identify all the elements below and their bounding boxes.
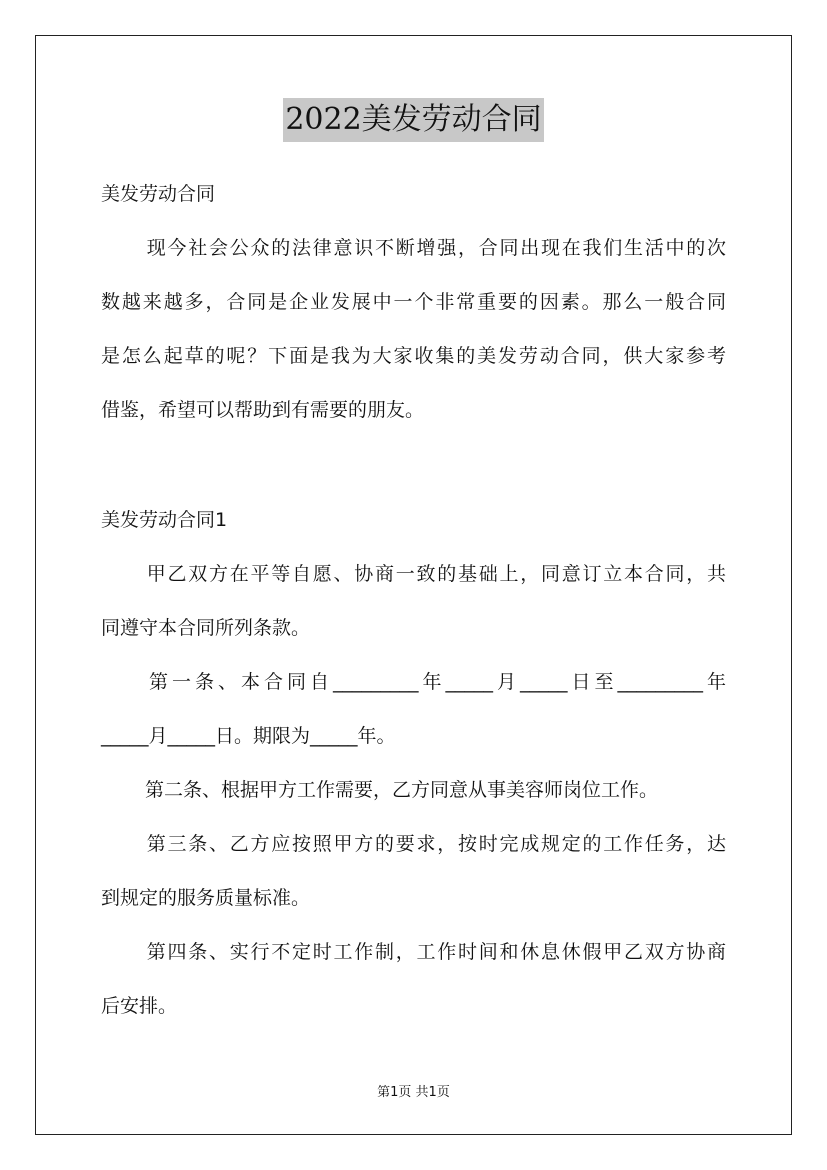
paragraph-line: 第四条、实行不定时工作制，工作时间和休息休假甲乙双方协商 (145, 941, 726, 963)
paragraph-line: 到规定的服务质量标准。 (101, 887, 311, 909)
section-heading: 美发劳动合同 (101, 183, 216, 205)
document-title: 2022美发劳动合同 (283, 98, 543, 142)
paragraph-line: 同遵守本合同所列条款。 (101, 617, 311, 639)
paragraph-line: 现今社会公众的法律意识不断增强，合同出现在我们生活中的次 (145, 237, 726, 259)
page-footer: 第1页 共1页 (377, 1085, 450, 1100)
paragraph-line: 后安排。 (101, 995, 178, 1017)
title-wrapper (0, 98, 827, 142)
section-heading: 美发劳动合同1 (101, 509, 228, 531)
paragraph-line: 第三条、乙方应按照甲方的要求，按时完成规定的工作任务，达 (145, 833, 726, 855)
paragraph-line: 甲乙双方在平等自愿、协商一致的基础上，同意订立本合同，共 (145, 563, 726, 585)
paragraph-line: 借鉴，希望可以帮助到有需要的朋友。 (101, 399, 425, 421)
paragraph-line: 第一条、本合同自_________年_____月_____日至_________年 (145, 671, 726, 693)
paragraph-line: 第二条、根据甲方工作需要，乙方同意从事美容师岗位工作。 (145, 779, 659, 801)
paragraph-line: _____月_____日。期限为_____年。 (101, 725, 396, 747)
paragraph-line: 是怎么起草的呢？下面是我为大家收集的美发劳动合同，供大家参考 (101, 345, 726, 367)
paragraph-line: 数越来越多，合同是企业发展中一个非常重要的因素。那么一般合同 (101, 291, 726, 313)
